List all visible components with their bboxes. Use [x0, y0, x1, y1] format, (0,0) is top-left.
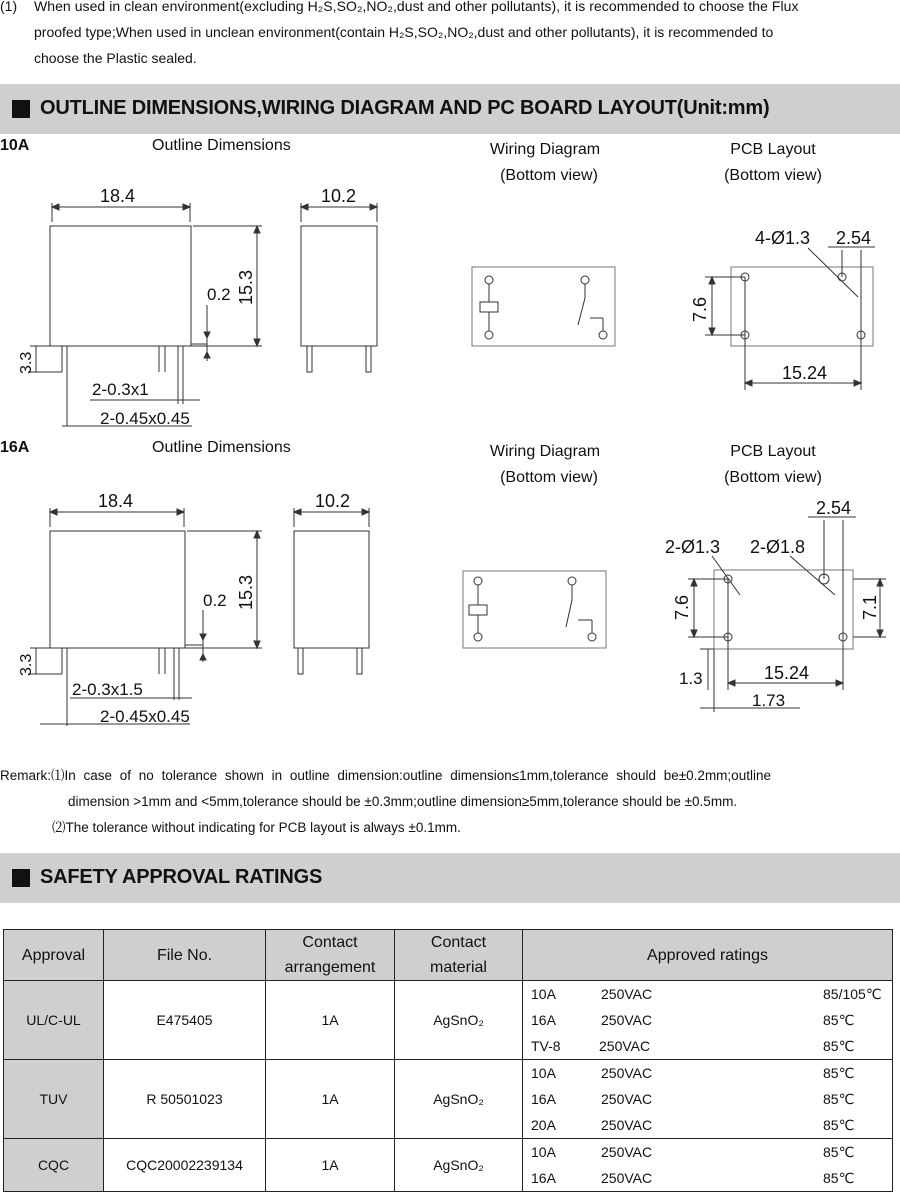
- rating-temp: 85℃: [823, 1012, 855, 1028]
- cell-arrangement: 1A: [266, 1060, 395, 1139]
- remark-line-1: [0, 763, 900, 789]
- pcb-sub: (Bottom view): [724, 167, 822, 184]
- rating-temp: 85℃: [823, 1038, 855, 1054]
- dim-pin2-10a: 2-0.45x0.45: [100, 409, 190, 428]
- rating-volt: 250VAC: [601, 1091, 653, 1107]
- section-header-safety: [0, 853, 900, 903]
- rating-volt: 250VAC: [601, 1012, 653, 1028]
- rating-temp: 85℃: [823, 1170, 855, 1186]
- table-header-row: [4, 930, 893, 981]
- table-row: [4, 1139, 893, 1166]
- cell-arrangement: 1A: [266, 1139, 395, 1192]
- dim-height-10a: 15.3: [236, 269, 256, 305]
- dim-depth-10a: 10.2: [321, 186, 357, 206]
- rating-amp: TV-8: [531, 1038, 561, 1054]
- dim-pinlen-16a: 3.3: [18, 653, 35, 676]
- wiring-diagram-10a: [472, 267, 615, 346]
- rating-cell: [523, 1112, 893, 1139]
- rating-cell: [523, 1033, 893, 1060]
- outline-title-10a: Outline Dimensions: [152, 137, 291, 154]
- intro-line-2: proofed type;When used in unclean environment(contain H₂S,SO₂,NO₂,dust and other pollutants), it is recommended to: [34, 24, 774, 40]
- rating-cell: [523, 1139, 893, 1166]
- pcb-span-10a: 15.24: [782, 363, 828, 383]
- dim-depth-16a: 10.2: [315, 491, 351, 511]
- pcb-offa-16a: 1.3: [679, 669, 703, 688]
- col-material-1: Contact: [430, 934, 487, 951]
- col-ratings: Approved ratings: [523, 930, 893, 981]
- cell-material: AgSnO₂: [395, 1060, 523, 1139]
- bullet-square-icon: [12, 100, 30, 118]
- col-file: File No.: [104, 930, 266, 981]
- relay-side-view: [294, 491, 369, 674]
- drawings-10a: [0, 180, 900, 436]
- section-header-outline: [0, 84, 900, 134]
- rating-volt: 250VAC: [601, 986, 653, 1002]
- pcb-sub: (Bottom view): [724, 469, 822, 486]
- rating-amp: 16A: [531, 1091, 556, 1107]
- cell-arrangement: 1A: [266, 981, 395, 1060]
- intro-line-3: choose the Plastic sealed.: [34, 50, 197, 66]
- drawings-16a: [0, 490, 900, 740]
- dim-pin1-10a: 2-0.3x1: [92, 380, 149, 399]
- wiring-title-16a: [470, 439, 620, 491]
- rating-amp: 16A: [531, 1012, 556, 1028]
- pcb-rowb-16a: 7.1: [860, 594, 880, 620]
- row-tag-16a: 16A: [0, 439, 30, 456]
- dim-width-16a: 18.4: [98, 491, 134, 511]
- wiring-sub: (Bottom view): [500, 469, 598, 486]
- cell-file: E475405: [104, 981, 266, 1060]
- pcb-pitch-16a: 2.54: [816, 498, 852, 518]
- outline-title-16a: Outline Dimensions: [152, 439, 291, 456]
- pcb-pitch-10a: 2.54: [836, 228, 872, 248]
- relay-side-view: [301, 186, 377, 372]
- pcb-row-10a: 7.6: [690, 296, 710, 322]
- rating-amp: 20A: [531, 1117, 556, 1133]
- rating-cell: [523, 1086, 893, 1112]
- rating-amp: 10A: [531, 1144, 556, 1160]
- col-approval: Approval: [4, 930, 104, 981]
- remark-text-2: The tolerance without indicating for PCB layout is always ±0.1mm.: [65, 820, 461, 835]
- wiring-label: Wiring Diagram: [489, 443, 601, 460]
- rating-amp: 16A: [531, 1170, 556, 1186]
- remark-num-1: ⑴: [51, 768, 65, 783]
- relay-front-view: [18, 491, 262, 726]
- remark-num-2: ⑵: [52, 820, 66, 835]
- table-row: [4, 1060, 893, 1087]
- cell-file: R 50501023: [104, 1060, 266, 1139]
- rating-volt: 250VAC: [601, 1170, 653, 1186]
- rating-cell: [523, 981, 893, 1008]
- pcb-layout-10a: [690, 228, 875, 390]
- rating-temp: 85℃: [823, 1117, 855, 1133]
- rating-volt: 250VAC: [599, 1038, 651, 1054]
- dim-pin1-16a: 2-0.3x1.5: [72, 680, 143, 699]
- rating-temp: 85℃: [823, 1144, 855, 1160]
- pcb-holesb-16a: 2-Ø1.8: [750, 537, 806, 557]
- rating-temp: 85℃: [823, 1065, 855, 1081]
- rating-volt: 250VAC: [601, 1065, 653, 1081]
- col-material-2: material: [430, 959, 487, 976]
- col-arrangement-1: Contact: [302, 934, 358, 951]
- col-arrangement-2: arrangement: [284, 959, 376, 976]
- pcb-holes-10a: 4-Ø1.3: [755, 228, 811, 248]
- cell-approval: CQC: [4, 1139, 104, 1192]
- bullet-square-icon: [12, 869, 30, 887]
- table-row: [4, 981, 893, 1008]
- pcb-title-16a: [700, 439, 846, 491]
- cell-approval: TUV: [4, 1060, 104, 1139]
- rating-cell: [523, 1007, 893, 1033]
- section-title: SAFETY APPROVAL RATINGS: [40, 866, 323, 888]
- dim-gap-16a: 0.2: [203, 591, 227, 610]
- remark-label: Remark:: [0, 768, 52, 783]
- approval-table: [3, 929, 893, 1192]
- pcb-label: PCB Layout: [730, 141, 816, 158]
- pcb-layout-16a: [665, 498, 886, 712]
- intro-note: [0, 0, 860, 71]
- rating-temp: 85/105℃: [823, 986, 882, 1002]
- cell-approval: UL/C-UL: [4, 981, 104, 1060]
- dim-width-10a: 18.4: [100, 186, 136, 206]
- section-title: OUTLINE DIMENSIONS,WIRING DIAGRAM AND PC BOARD LAYOUT(Unit:mm): [40, 97, 770, 119]
- intro-line-1: When used in clean environment(excluding H₂S,SO₂,NO₂,dust and other pollutants), it is recommended to choose the Flux: [34, 0, 799, 14]
- row-tag-10a: 10A: [0, 137, 30, 154]
- rating-cell: [523, 1165, 893, 1192]
- remark-text-1: In case of no tolerance shown in outline dimension:outline dimension≤1mm,tolerance should be±0.2mm;outline: [64, 768, 771, 783]
- cell-material: AgSnO₂: [395, 981, 523, 1060]
- pcb-offb-16a: 1.73: [752, 691, 786, 710]
- cell-file: CQC20002239134: [104, 1139, 266, 1192]
- pcb-span-16a: 15.24: [764, 663, 810, 683]
- rating-amp: 10A: [531, 1065, 556, 1081]
- rating-amp: 10A: [531, 986, 556, 1002]
- dim-pin2-16a: 2-0.45x0.45: [100, 707, 190, 726]
- remark-line-1b: dimension >1mm and <5mm,tolerance should be ±0.3mm;outline dimension≥5mm,tolerance should be ±0.5mm.: [68, 794, 738, 809]
- rating-volt: 250VAC: [601, 1117, 653, 1133]
- relay-front-view: [18, 186, 262, 428]
- col-material: [395, 930, 523, 981]
- wiring-label: Wiring Diagram: [489, 141, 601, 158]
- remark-line-2: [0, 815, 900, 841]
- pcb-label: PCB Layout: [730, 443, 816, 460]
- pcb-rowa-16a: 7.6: [672, 594, 692, 620]
- wiring-diagram-16a: [463, 571, 606, 648]
- dim-gap-10a: 0.2: [207, 285, 231, 304]
- pcb-holesa-16a: 2-Ø1.3: [665, 537, 721, 557]
- rating-volt: 250VAC: [601, 1144, 653, 1160]
- intro-number: (1): [0, 0, 18, 14]
- wiring-sub: (Bottom view): [500, 167, 598, 184]
- rating-temp: 85℃: [823, 1091, 855, 1107]
- remark-block: [0, 763, 900, 841]
- col-arrangement: [266, 930, 395, 981]
- dim-height-16a: 15.3: [236, 574, 256, 610]
- rating-cell: [523, 1060, 893, 1087]
- cell-material: AgSnO₂: [395, 1139, 523, 1192]
- dim-pinlen-10a: 3.3: [18, 351, 35, 374]
